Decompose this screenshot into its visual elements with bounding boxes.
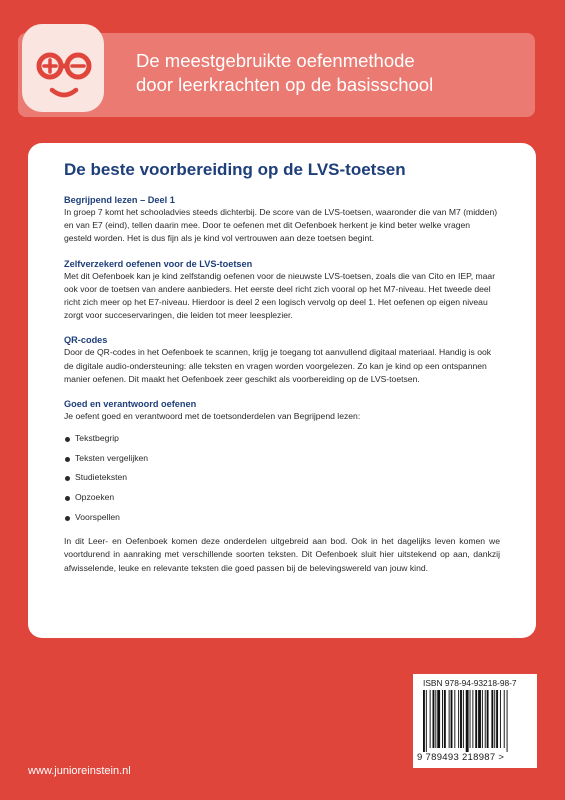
barcode-bar: [482, 690, 483, 748]
barcode-bar: [454, 690, 455, 748]
barcode-bar: [485, 690, 486, 748]
barcode-bar: [475, 690, 477, 748]
barcode-bar: [433, 690, 435, 748]
card-title: De beste voorbereiding op de LVS-toetsen: [64, 160, 406, 179]
barcode-bar: [507, 690, 508, 752]
barcode-bar: [470, 690, 471, 748]
barcode-bar: [496, 690, 498, 748]
barcode-bar: [451, 690, 453, 748]
section-heading: Begrijpend lezen – Deel 1: [64, 195, 175, 205]
list-item: Opzoeken: [64, 488, 500, 508]
barcode-bar: [472, 690, 473, 748]
section-outro: In dit Leer- en Oefenboek komen deze onderdelen uitgebreid aan bod. Ook in het dagelijks leven komen we voortdurend in aanraking met verschillende soorten teksten. Dit Oefenboek sluit hier uitstekend op aan, dankzij afwisselende, leuke en relevante teksten die goed passen bij de belevingswereld van jouw kind.: [64, 536, 500, 573]
barcode-bar: [494, 690, 495, 748]
section-intro: Je oefent goed en verantwoord met de toetsonderdelen van Begrijpend lezen:: [64, 411, 361, 422]
list-item: Voorspellen: [64, 508, 500, 528]
barcode-bar: [435, 690, 436, 748]
section-text: Met dit Oefenboek kan je kind zelfstandig oefenen voor de nieuwste LVS-toetsen, zoals die van Cito en IEP, maar ook voor de toetsen van andere aanbieders. Het eerste deel richt zich vooral op het M7-niveau. Het tweede deel richt zich meer op het E7-niveau. Hierdoor is deel 2 een logisch vervolg op deel 1. Het oefenen op eigen niveau zorgt voor succeservaringen, die leiden tot meer leesplezier.: [64, 270, 496, 321]
tagline: [136, 49, 516, 97]
barcode-bar: [504, 690, 505, 748]
logo: [22, 24, 104, 112]
isbn-barcode: [413, 674, 537, 768]
barcode-bar: [463, 690, 464, 748]
barcode-bar: [426, 690, 427, 752]
section-zelfverzekerd-oefenen: [64, 258, 500, 323]
barcode-bar: [449, 690, 450, 748]
list-item: Teksten vergelijken: [64, 449, 500, 469]
barcode-bar: [466, 690, 469, 752]
section-qr-codes: [64, 334, 500, 386]
barcode-bar: [478, 690, 481, 748]
barcode-bar: [430, 690, 431, 748]
section-text: In groep 7 komt het schooladvies steeds dichterbij. De score van de LVS-toetsen, waaronder die van M7 (midden) en van E7 (eind), tellen daarin mee. Door te oefenen met dit Oefenboek herkent je kind beter welke vragen gesteld worden. Het is dus fijn als je kind vol vertrouwen aan deze toetsen begint.: [64, 207, 498, 244]
barcode-bar: [458, 690, 459, 748]
smiling-glasses-plus-minus-icon: [22, 24, 104, 112]
barcode-bar: [442, 690, 443, 748]
barcode-bars: [423, 690, 527, 752]
card-content: [64, 194, 500, 587]
list-item: Studieteksten: [64, 468, 500, 488]
website-url: www.junioreinstein.nl: [28, 765, 131, 777]
topic-list: [64, 429, 500, 527]
barcode-digits: 9 789493 218987 >: [417, 752, 505, 763]
tagline-line-1: De meestgebruikte oefenmethode: [136, 50, 415, 71]
section-heading: Goed en verantwoord oefenen: [64, 399, 197, 410]
barcode-bar: [437, 690, 440, 748]
tagline-line-2: door leerkrachten op de basisschool: [136, 74, 434, 95]
section-heading: QR-codes: [64, 335, 108, 346]
barcode-bar: [500, 690, 501, 748]
barcode-bar: [423, 690, 425, 752]
barcode-bar: [460, 690, 462, 748]
isbn-label: ISBN 978-94-93218-98-7: [423, 678, 517, 688]
section-heading: Zelfverzekerd oefenen voor de LVS-toetsen: [64, 258, 253, 269]
barcode-bar: [444, 690, 446, 748]
list-item: Tekstbegrip: [64, 429, 500, 449]
section-begrijpend-lezen: [64, 194, 500, 246]
section-goed-oefenen: [64, 398, 500, 575]
barcode-bar: [487, 690, 489, 748]
barcode-bar: [491, 690, 493, 748]
section-text: Door de QR-codes in het Oefenboek te scannen, krijg je toegang tot aanvullend digitaal materiaal. Handig is ook de digitale audio-ondersteuning: alle teksten en vragen worden voorgelezen. Zo kan je kind op een ontspannen manier oefenen. Dit maakt het Oefenboek zeer geschikt als voorbereiding op de LVS-toetsen.: [64, 347, 492, 384]
